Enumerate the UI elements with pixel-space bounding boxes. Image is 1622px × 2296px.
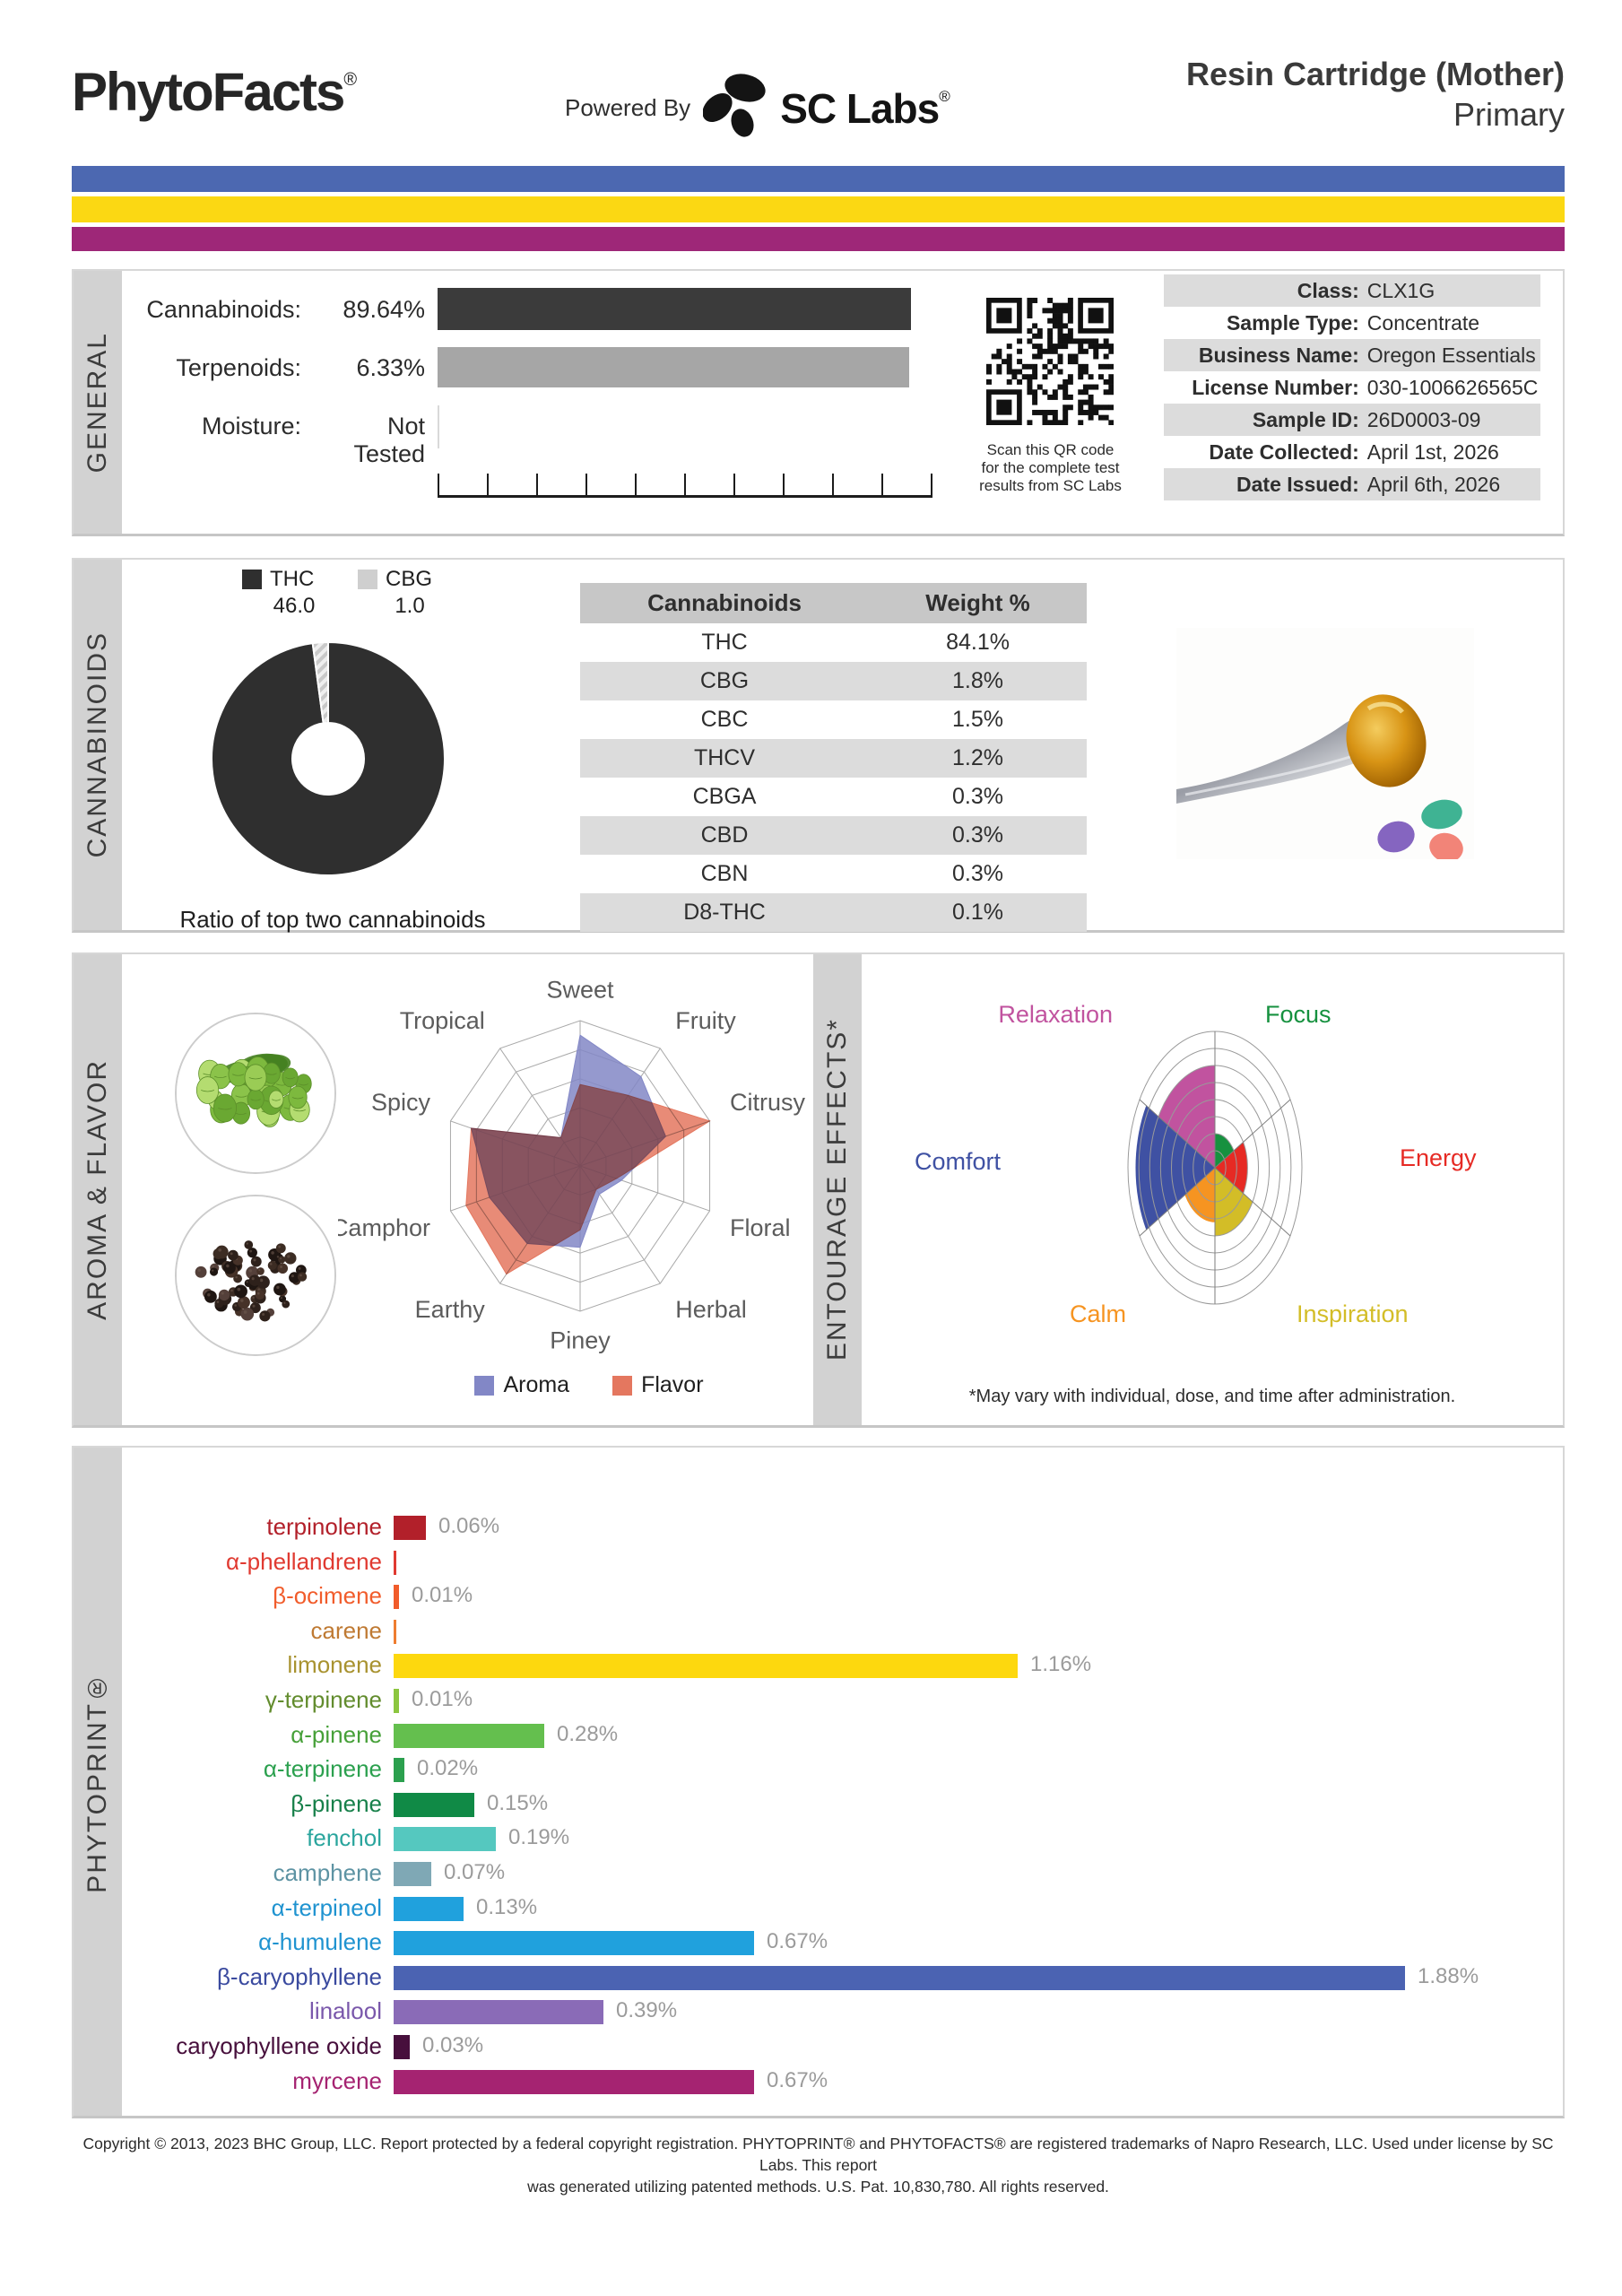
- flavor-swatch-icon: [612, 1376, 632, 1396]
- info-value: 030-1006626565C: [1366, 375, 1539, 399]
- terpene-bar: [394, 1862, 431, 1886]
- cannabinoid-weight: 0.3%: [952, 861, 1003, 886]
- cannabinoids-content: [122, 560, 1563, 933]
- peppercorn-image: [175, 1195, 336, 1356]
- terpene-bar: [394, 2035, 410, 2059]
- terpene-row: [122, 1926, 1563, 1961]
- terpenoids-total-bar: [438, 347, 909, 387]
- terpene-bar: [394, 1620, 396, 1644]
- info-label: License Number:: [1192, 375, 1359, 399]
- cannabinoid-row: [580, 855, 1087, 893]
- terpene-value: 0.06%: [438, 1514, 500, 1538]
- sample-info-table: [1164, 274, 1540, 500]
- terpene-bar: [394, 1758, 404, 1782]
- report-title-line2: Primary: [1453, 96, 1565, 133]
- radar-axis-label: Spicy: [370, 1088, 430, 1116]
- entourage-chart: [1036, 988, 1394, 1423]
- terpene-value: 0.67%: [767, 2067, 828, 2092]
- info-row: [1164, 371, 1540, 404]
- terpene-row: [122, 1683, 1563, 1718]
- bar-axis-zero-line: [438, 405, 439, 448]
- cannabinoid-row: [580, 700, 1087, 739]
- info-value: CLX1G: [1366, 278, 1436, 302]
- general-content: [122, 271, 1563, 534]
- terpene-row: [122, 2030, 1563, 2065]
- qr-code: [986, 298, 1114, 425]
- terpene-label: fenchol: [307, 1824, 382, 1852]
- terpene-bar: [394, 1931, 754, 1955]
- terpene-value: 1.88%: [1418, 1963, 1479, 1988]
- radar-axis-label: Fruity: [675, 1007, 736, 1035]
- terpene-value: 0.13%: [476, 1894, 538, 1919]
- terpene-row: [122, 1857, 1563, 1892]
- terpene-bar: [394, 1585, 399, 1609]
- sc-labs-ovals-icon: [703, 72, 768, 144]
- cannabinoid-weight: 84.1%: [946, 630, 1010, 655]
- terpene-label: γ-terpinene: [265, 1686, 382, 1713]
- stripe-blue: [72, 166, 1565, 192]
- radar-axis-label: Sweet: [546, 976, 614, 1004]
- terpene-bar: [394, 1966, 1405, 1990]
- donut-legend-item: [242, 567, 318, 619]
- terpenoids-total-value: 6.33%: [356, 354, 425, 381]
- cannabinoids-total-value: 89.64%: [343, 296, 425, 323]
- donut-legend: [208, 567, 468, 619]
- footer-copyright: Copyright © 2013, 2023 BHC Group, LLC. Report protected by a federal copyright registration. PHYTOPRINT® and PHYTOFACTS® are registered trademarks of Napro Research, LLC. Used under license by SC Labs. This report was generated utilizing patented methods. U.S. Pat. 10,830,780. All rights reserved.: [82, 2135, 1554, 2196]
- info-row: [1164, 468, 1540, 500]
- cannabinoid-name: CBG: [699, 668, 750, 693]
- cannabinoid-name: THC: [701, 630, 748, 655]
- info-label: Sample ID:: [1252, 407, 1359, 431]
- donut-legend-item: [358, 567, 434, 619]
- powered-by-block: [565, 72, 950, 144]
- terpene-label: caryophyllene oxide: [176, 2032, 382, 2059]
- aroma-side-label: AROMA & FLAVOR: [74, 954, 122, 1425]
- entourage-label-calm: Calm: [1069, 1300, 1126, 1327]
- entourage-label-inspiration: Inspiration: [1297, 1300, 1409, 1327]
- info-row: [1164, 404, 1540, 436]
- cannabinoid-weight: 1.2%: [952, 745, 1003, 770]
- terpene-bar: [394, 2000, 603, 2024]
- info-row: [1164, 436, 1540, 468]
- radar-axis-label: Piney: [550, 1326, 611, 1354]
- radar-axis-label: Floral: [730, 1214, 791, 1242]
- terpene-label: linalool: [309, 1997, 382, 2025]
- qr-caption: Scan this QR code for the complete test results from SC Labs: [979, 441, 1122, 494]
- entourage-footnote: *May vary with individual, dose, and time after administration.: [968, 1387, 1456, 1406]
- info-label: Class:: [1297, 278, 1359, 302]
- cannabinoids-side-label: CANNABINOIDS: [74, 560, 122, 930]
- terpene-label: terpinolene: [266, 1513, 382, 1540]
- cannabinoids-total-bar: [438, 288, 911, 330]
- cannabinoid-name: THCV: [693, 745, 756, 770]
- terpene-label: carene: [310, 1616, 382, 1644]
- cannabinoid-row: [580, 662, 1087, 700]
- info-row: [1164, 339, 1540, 371]
- terpene-row: [122, 2065, 1563, 2100]
- cannabinoid-weight: 0.3%: [952, 784, 1003, 809]
- terpene-row: [122, 1787, 1563, 1822]
- cannabinoid-name: CBC: [700, 707, 749, 732]
- section-phytoprint: [72, 1446, 1565, 2118]
- cannabinoid-weight: 0.3%: [952, 822, 1003, 848]
- info-value: April 1st, 2026: [1366, 439, 1499, 464]
- info-label: Date Issued:: [1236, 472, 1359, 496]
- terpene-bar: [394, 1551, 396, 1575]
- terpene-label: α-phellandrene: [225, 1547, 382, 1575]
- entourage-label-energy: Energy: [1400, 1144, 1477, 1171]
- radar-axis-label: Citrusy: [730, 1088, 806, 1116]
- legend-item-aroma: Aroma: [474, 1372, 569, 1398]
- terpene-value: 0.39%: [616, 1998, 678, 2023]
- cannabinoid-weight: 1.8%: [952, 668, 1003, 693]
- cannabinoid-weight: 1.5%: [952, 707, 1003, 732]
- terpene-bar: [394, 1897, 464, 1921]
- thc-swatch-icon: [242, 570, 262, 589]
- stripe-magenta: [72, 227, 1565, 251]
- phytoprint-content: [122, 1448, 1563, 2116]
- terpene-row: [122, 1961, 1563, 1996]
- cannabinoid-row: [580, 623, 1087, 662]
- terpene-label: α-terpineol: [271, 1893, 382, 1921]
- terpene-bar: [394, 1793, 474, 1817]
- info-row: [1164, 274, 1540, 307]
- phytofacts-logo: PhytoFacts®: [72, 62, 356, 122]
- cannabinoid-name: CBGA: [692, 784, 757, 809]
- terpene-value: 0.03%: [422, 2033, 484, 2057]
- entourage-label-comfort: Comfort: [914, 1148, 1001, 1175]
- phytoprint-side-label: PHYTOPRINT®: [74, 1448, 122, 2116]
- terpene-label: α-pinene: [291, 1720, 382, 1748]
- terpene-label: β-caryophyllene: [216, 1962, 382, 1990]
- terpene-bar: [394, 1689, 399, 1713]
- legend-name: THC: [270, 567, 315, 591]
- terpene-value: 0.15%: [487, 1790, 549, 1815]
- legend-value: 1.0: [395, 594, 425, 618]
- terpene-row: [122, 1718, 1563, 1753]
- terpene-bar: [394, 1516, 426, 1540]
- donut-chart: [185, 615, 472, 907]
- terpene-value: 0.19%: [508, 1825, 570, 1850]
- moisture-value: Not Tested: [353, 413, 425, 467]
- entourage-label-focus: Focus: [1265, 1001, 1331, 1028]
- section-general: [72, 269, 1565, 536]
- cannabinoid-row: [580, 778, 1087, 816]
- percent-ruler: [438, 472, 932, 498]
- cannabinoid-row: [580, 739, 1087, 778]
- terpene-bar: [394, 1827, 496, 1851]
- radar-chart: [338, 954, 840, 1418]
- radar-axis-label: Tropical: [399, 1007, 485, 1035]
- cannabinoid-name: D8-THC: [683, 900, 766, 925]
- moisture-label: Moisture:: [201, 413, 301, 439]
- cbg-swatch-icon: [358, 570, 377, 589]
- terpene-value: 0.28%: [557, 1721, 619, 1746]
- terpene-row: [122, 1822, 1563, 1857]
- qr-code-image: [986, 298, 1114, 425]
- cannabinoid-row: [580, 893, 1087, 932]
- aroma-swatch-icon: [474, 1376, 494, 1396]
- cannabinoid-name: CBN: [700, 861, 749, 886]
- info-row: [1164, 307, 1540, 339]
- sc-labs-wordmark: SC Labs®: [780, 84, 950, 132]
- terpene-label: α-humulene: [258, 1928, 382, 1956]
- ratio-caption: Ratio of top two cannabinoids: [179, 906, 486, 933]
- cannabinoid-name: CBD: [700, 822, 749, 848]
- terpene-value: 0.01%: [412, 1583, 473, 1608]
- terpene-bar: [394, 2070, 754, 2094]
- cannabinoid-table-header: Cannabinoids Weight %: [580, 583, 1087, 623]
- terpene-value: 0.07%: [444, 1860, 506, 1884]
- product-photo: [1176, 628, 1474, 864]
- info-label: Business Name:: [1198, 343, 1359, 367]
- terpene-label: β-pinene: [291, 1789, 382, 1817]
- entourage-label-relaxation: Relaxation: [998, 1001, 1113, 1028]
- legend-item-flavor: Flavor: [612, 1372, 703, 1398]
- radar-legend: [338, 1372, 840, 1398]
- terpene-row: [122, 1545, 1563, 1580]
- general-side-label: GENERAL: [74, 271, 122, 534]
- report-title-line1: Resin Cartridge (Mother): [1185, 56, 1565, 92]
- entourage-content: [862, 954, 1563, 1425]
- terpene-row: [122, 1579, 1563, 1614]
- radar-axis-label: Earthy: [414, 1295, 485, 1323]
- info-label: Date Collected:: [1209, 439, 1359, 464]
- terpene-value: 1.16%: [1030, 1652, 1092, 1677]
- terpene-row: [122, 1614, 1563, 1649]
- terpene-bar: [394, 1724, 544, 1748]
- section-aroma-entourage: [72, 952, 1565, 1428]
- terpene-row: [122, 1510, 1563, 1545]
- terpene-value: 0.01%: [412, 1687, 473, 1711]
- stripe-yellow: [72, 196, 1565, 222]
- terpene-row: [122, 1752, 1563, 1787]
- terpene-value: 0.67%: [767, 1929, 828, 1954]
- terpene-label: myrcene: [292, 2066, 382, 2094]
- terpene-bar: [394, 1654, 1018, 1678]
- radar-axis-label: Camphor: [338, 1214, 430, 1242]
- terpene-label: limonene: [287, 1651, 382, 1679]
- terpene-row: [122, 1892, 1563, 1926]
- report-title: [1186, 54, 1565, 135]
- terpene-row: [122, 1995, 1563, 2030]
- cannabinoid-row: [580, 816, 1087, 855]
- registered-mark: ®: [343, 70, 356, 90]
- info-label: Sample Type:: [1226, 310, 1359, 335]
- terpenoids-total-label: Terpenoids:: [176, 354, 301, 381]
- info-value: April 6th, 2026: [1366, 472, 1501, 496]
- hops-image: [175, 1013, 336, 1174]
- cannabinoids-total-label: Cannabinoids:: [146, 296, 301, 323]
- info-value: Concentrate: [1366, 310, 1480, 335]
- cannabinoid-table: [580, 583, 1087, 932]
- powered-by-label: Powered By: [565, 94, 691, 121]
- terpene-value: 0.02%: [417, 1756, 479, 1781]
- terpene-label: camphene: [273, 1859, 382, 1886]
- info-value: Oregon Essentials: [1366, 343, 1536, 367]
- cannabinoid-weight: 0.1%: [952, 900, 1003, 925]
- radar-axis-label: Herbal: [675, 1295, 747, 1323]
- terpene-row: [122, 1648, 1563, 1683]
- info-value: 26D0003-09: [1366, 407, 1481, 431]
- section-cannabinoids: [72, 558, 1565, 933]
- terpene-label: α-terpinene: [263, 1755, 382, 1783]
- legend-value: 46.0: [273, 594, 316, 618]
- terpene-label: β-ocimene: [273, 1582, 382, 1610]
- legend-name: CBG: [386, 567, 433, 591]
- entourage-side-label: ENTOURAGE EFFECTS*: [813, 954, 862, 1425]
- aroma-content: [122, 954, 813, 1425]
